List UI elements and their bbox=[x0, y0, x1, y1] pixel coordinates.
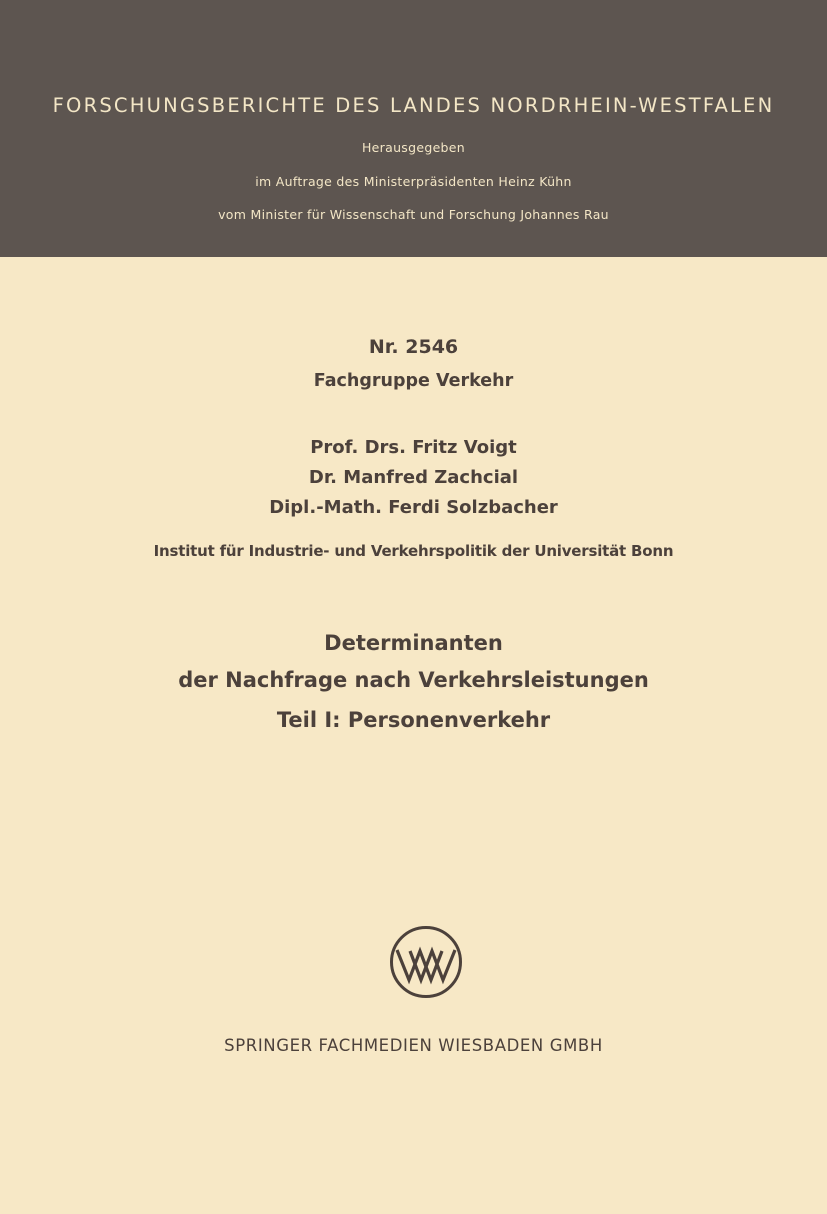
subject-group: Fachgruppe Verkehr bbox=[313, 371, 514, 391]
commission-line: im Auftrage des Ministerpräsidenten Heinz Kühn bbox=[255, 174, 572, 189]
book-title-line: Determinanten bbox=[324, 631, 503, 655]
book-title-line: der Nachfrage nach Verkehrsleistungen bbox=[178, 668, 649, 692]
book-title-line: Teil I: Personenverkehr bbox=[276, 708, 551, 732]
header-band bbox=[0, 0, 827, 257]
author-name: Prof. Drs. Fritz Voigt bbox=[310, 437, 517, 458]
author-name: Dr. Manfred Zachcial bbox=[308, 467, 519, 488]
institute-name: Institut für Industrie- und Verkehrspolitik der Universität Bonn bbox=[153, 542, 674, 560]
publisher-name: SPRINGER FACHMEDIEN WIESBADEN GMBH bbox=[224, 1036, 603, 1055]
author-name: Dipl.-Math. Ferdi Solzbacher bbox=[269, 497, 558, 518]
minister-line: vom Minister für Wissenschaft und Forschung Johannes Rau bbox=[218, 207, 609, 222]
editor-line: Herausgegeben bbox=[361, 140, 466, 155]
series-title: FORSCHUNGSBERICHTE DES LANDES NORDRHEIN-WESTFALEN bbox=[52, 94, 775, 117]
report-number: Nr. 2546 bbox=[368, 336, 459, 358]
circled-ww-logo-icon bbox=[388, 924, 464, 1000]
